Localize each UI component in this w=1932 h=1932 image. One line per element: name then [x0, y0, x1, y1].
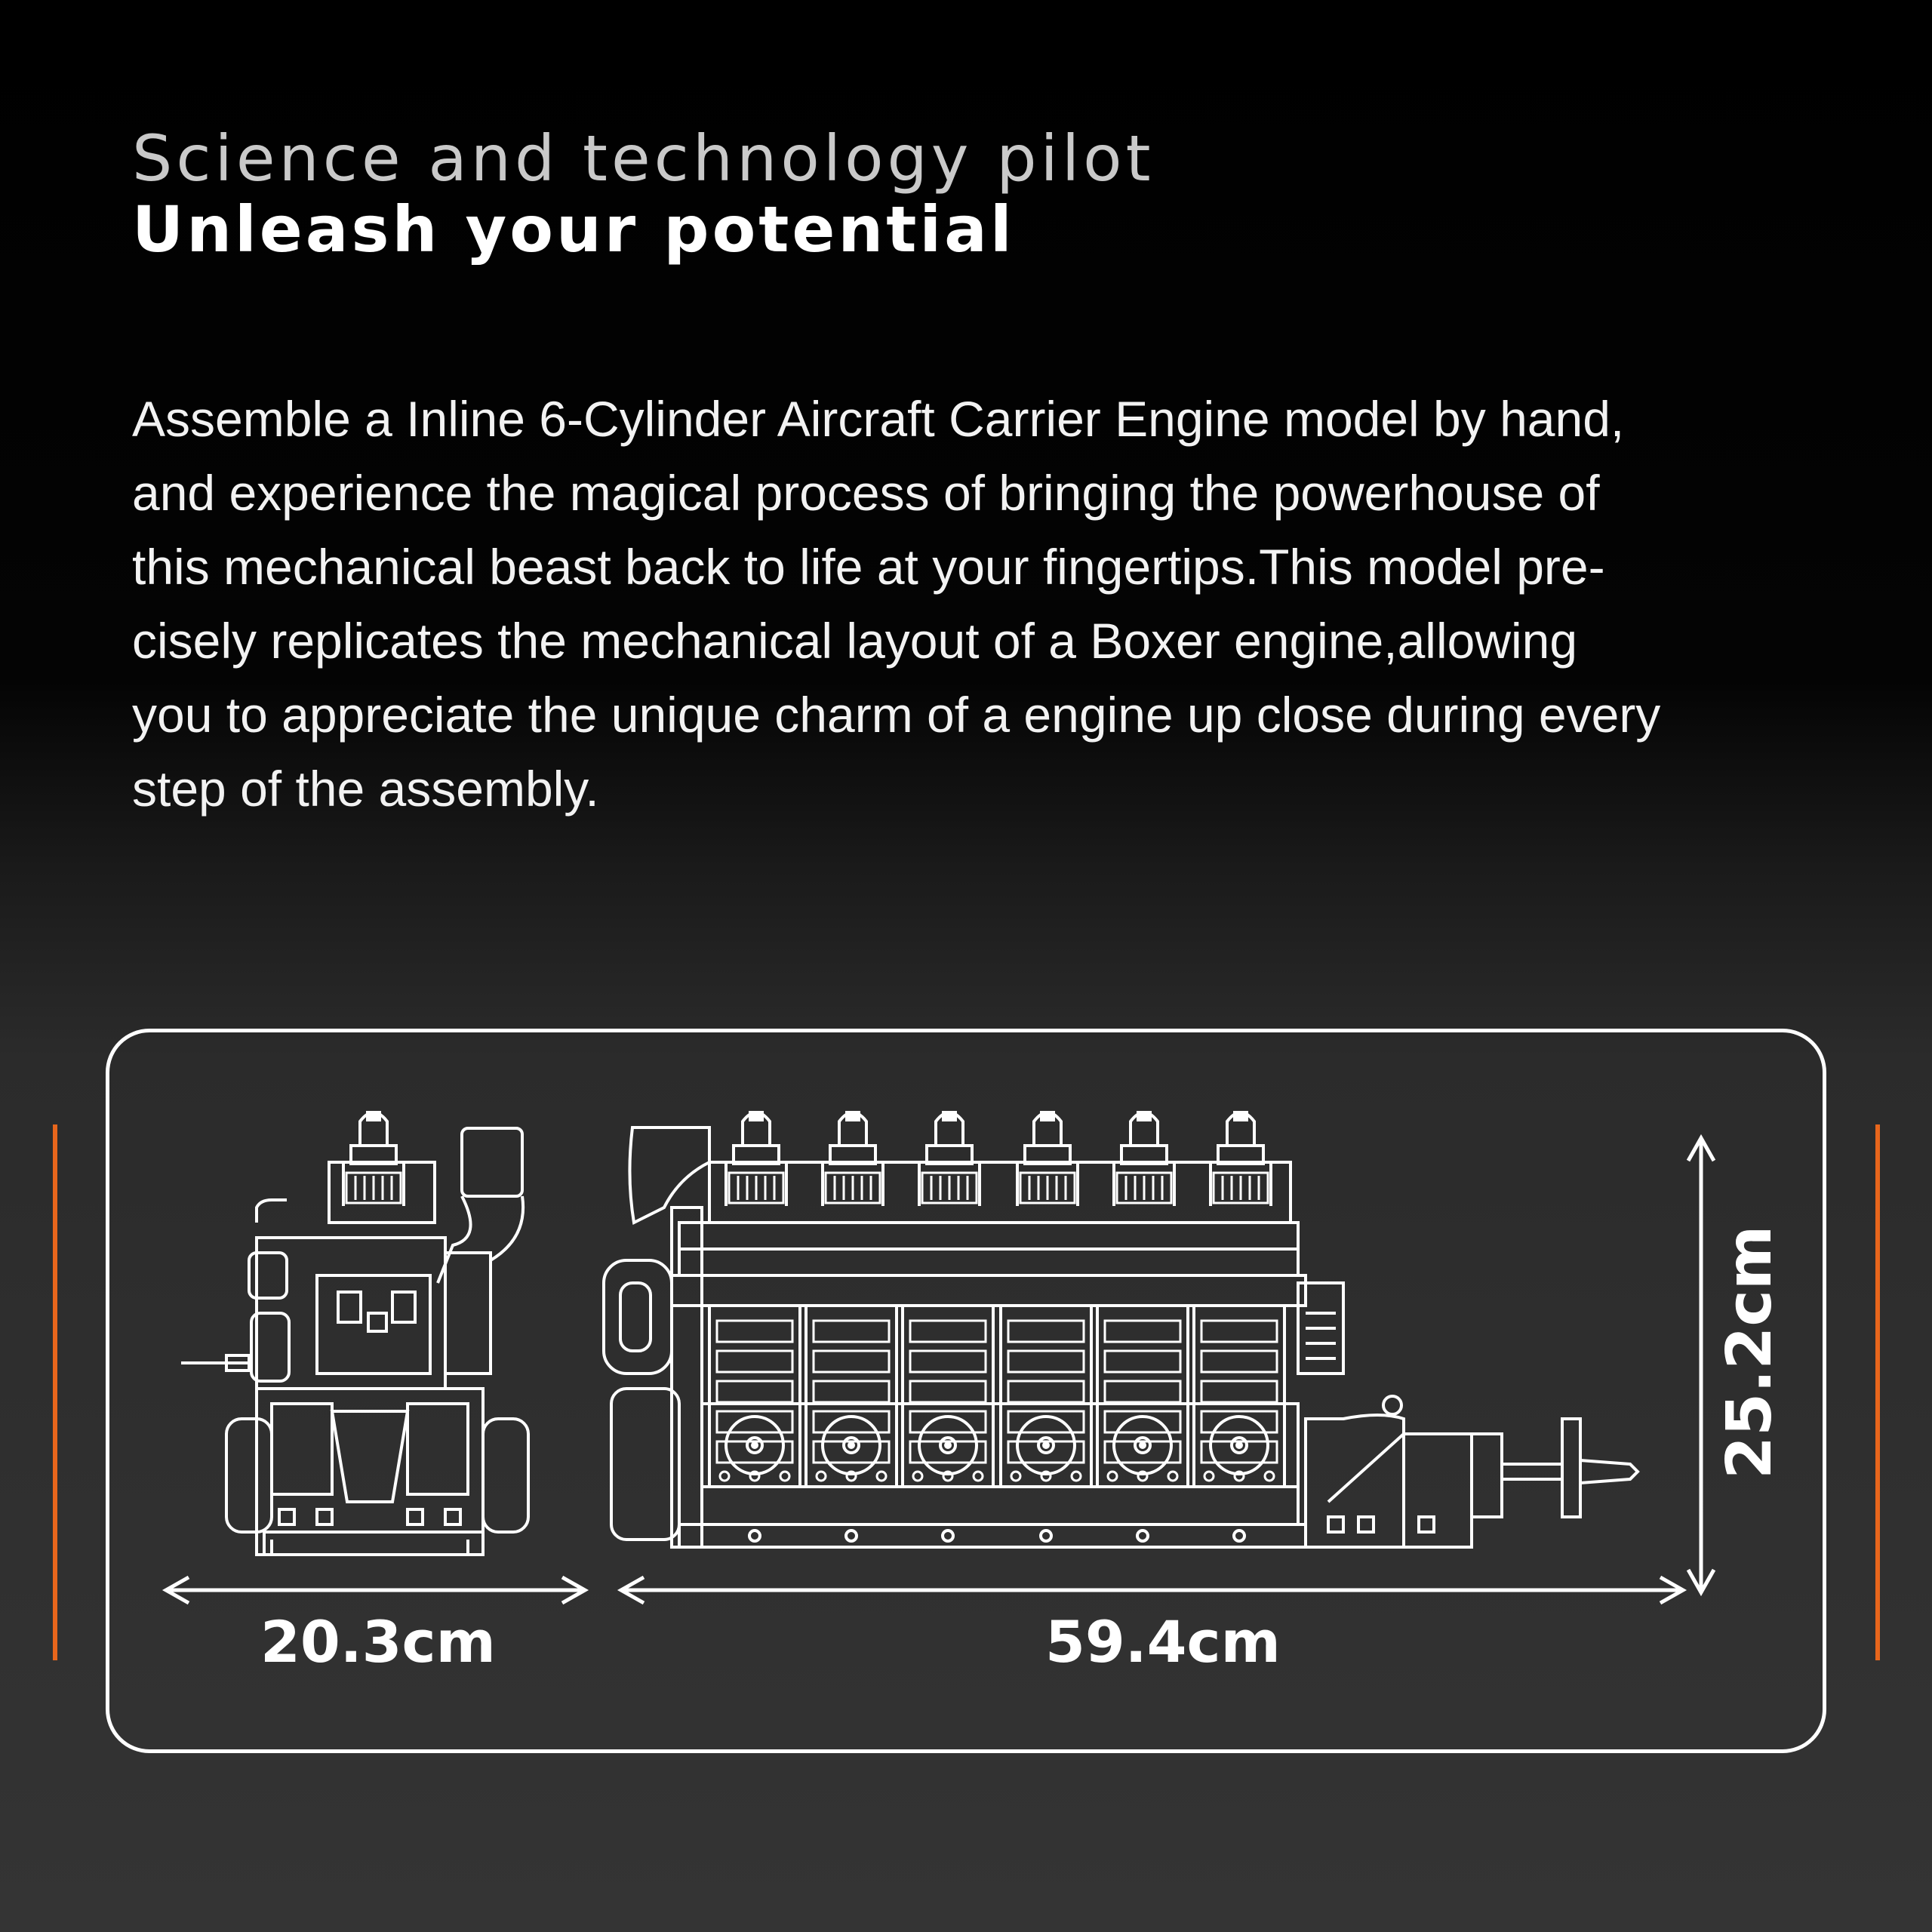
engine-front-view-icon [181, 1112, 528, 1555]
heading-subtitle: Unleash your potential [132, 192, 1015, 266]
height-arrow [1688, 1138, 1714, 1592]
width-arrow [166, 1577, 585, 1603]
width-dimension-label: 20.3cm [260, 1608, 496, 1675]
product-description: Assemble a Inline 6-Cylinder Aircraft Carrier Engine model by hand, and experience the magical process of bringing the powerhouse of this mechanical beast back to life at your fingertips.This model pre- cisely replicates the mechanical layout of a Boxer engine,allowing you to appreciate the unique charm of a engine up close during every step of the assembly. [132, 391, 1661, 817]
engine-side-view-icon [604, 1112, 1638, 1547]
heading-title: Science and technology pilot [132, 122, 1155, 195]
height-dimension-label: 25.2cm [1714, 1225, 1786, 1479]
length-arrow [621, 1577, 1683, 1603]
length-dimension-label: 59.4cm [1045, 1608, 1281, 1675]
